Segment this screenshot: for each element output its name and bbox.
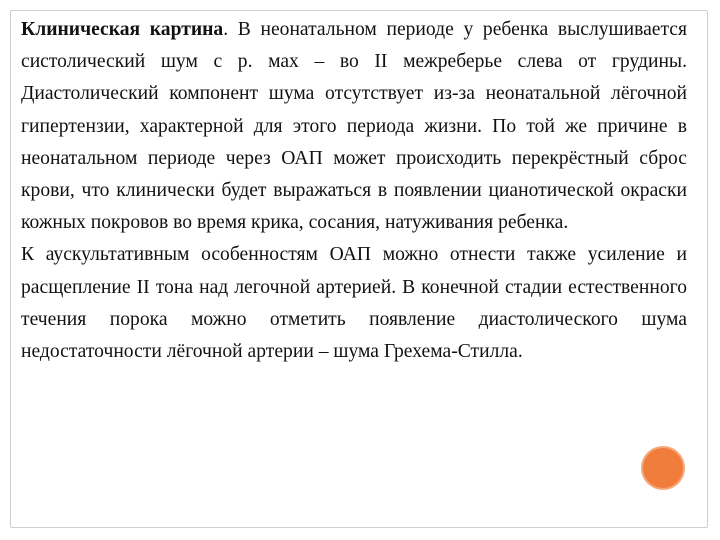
orange-circle-marker [643,448,683,488]
paragraph-auscultation: К аускультативным особенностям ОАП можно отнести также усиление и расщепление II тона над легочной артерией. В конечной стадии естественного течения порока можно отметить появление диастолического шума недостаточности лёгочной артерии – шума Грехема-Стилла. [21,244,687,363]
paragraph-clinical-picture-text: . В неонатальном периоде у ребенка выслушивается систолический шум с р. мах – во II межреберье слева от грудины. Диастолический компонент шума отсутствует из-за неонатальной лёгочной гипертензии, характерной для этого периода жизни. По той же причине в неонатальном периоде через ОАП может происходить перекрёстный сброс крови, что клинически будет выражаться в появлении цианотической окраски кожных покровов во время крика, сосания, натуживания ребенка. [21,19,687,234]
slide-text-body [21,14,687,368]
paragraph-lead-heading: Клиническая картина [21,19,224,40]
paragraph-clinical-picture [21,14,687,239]
